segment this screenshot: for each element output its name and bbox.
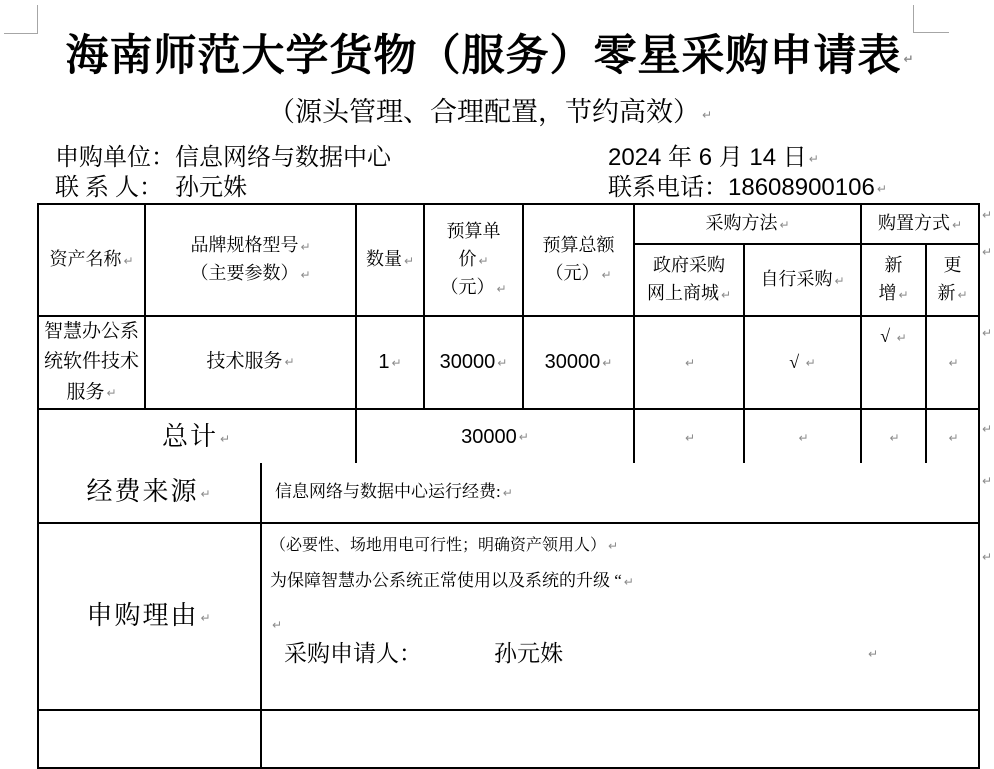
header-self-purchase-text: 自行采购 <box>760 269 833 290</box>
reason-label-cell <box>38 523 261 710</box>
total-empty-self <box>744 409 861 465</box>
header-unit-price <box>424 204 523 316</box>
cell-asset-name-line2: 统软件技术 <box>43 351 139 373</box>
paragraph-mark: ↵ <box>284 355 295 370</box>
paragraph-mark: ↵ <box>391 355 402 370</box>
detail-table <box>37 463 980 769</box>
partial-bottom-label-cell <box>38 710 261 768</box>
row-end-mark: ↵ <box>982 326 993 340</box>
cell-asset-name-line1: 智慧办公系 <box>43 321 139 342</box>
paragraph-mark: ↵ <box>300 267 311 282</box>
document-subtitle-text: （源头管理、合理配置，节约高效） <box>267 97 700 127</box>
cell-gov-mall-check <box>634 316 744 409</box>
paragraph-mark: ↵ <box>867 646 878 661</box>
cell-asset-name <box>38 316 145 409</box>
applicant-label: 采购申请人： <box>284 641 422 667</box>
total-label-cell <box>38 409 356 465</box>
cell-unit-price <box>424 316 523 409</box>
paragraph-mark: ↵ <box>403 253 415 268</box>
header-new-add-line2-text: 增 <box>878 283 897 303</box>
paragraph-mark: ↵ <box>701 107 713 122</box>
funding-row <box>38 463 979 523</box>
paragraph-mark: ↵ <box>876 182 887 197</box>
total-empty-new <box>861 409 926 465</box>
paragraph-mark: ↵ <box>779 217 790 232</box>
paragraph-mark: ↵ <box>889 430 900 445</box>
check-mark: √ <box>880 326 891 346</box>
funding-content-text: 信息网络与数据中心运行经费: <box>275 482 501 502</box>
purchasing-unit-label: 申购单位： <box>55 145 175 171</box>
header-update <box>926 244 979 316</box>
row-end-mark: ↵ <box>982 550 993 564</box>
total-empty-gov <box>634 409 744 465</box>
cell-new-add-check <box>861 316 926 409</box>
paragraph-mark: ↵ <box>896 330 907 345</box>
paragraph-mark: ↵ <box>798 430 809 445</box>
info-line-2 <box>0 167 994 201</box>
header-row-1 <box>38 204 979 244</box>
info-line-1 <box>0 137 994 171</box>
header-budget-total-line1: 预算总额 <box>542 235 615 256</box>
paragraph-mark: ↵ <box>106 385 117 400</box>
header-budget-total-line2 <box>524 260 633 288</box>
total-label-text: 总计 <box>161 422 218 452</box>
row-end-mark: ↵ <box>982 474 993 488</box>
header-unit-price-line2-text: 价 <box>458 249 477 270</box>
paragraph-mark: ↵ <box>957 287 968 302</box>
paragraph-mark: ↵ <box>602 355 613 370</box>
cell-asset-name-line3 <box>39 378 144 408</box>
header-brand-line2 <box>146 260 355 288</box>
cell-quantity <box>356 316 424 409</box>
header-procurement-method <box>634 204 861 244</box>
header-acquisition-mode-text: 购置方式 <box>877 213 950 234</box>
cell-asset-name-line3-text: 服务 <box>66 381 105 403</box>
paragraph-mark: ↵ <box>903 51 915 66</box>
header-self-purchase <box>744 244 861 316</box>
document-title <box>37 22 943 83</box>
row-end-mark: ↵ <box>982 422 993 436</box>
paragraph-mark: ↵ <box>608 539 619 554</box>
cell-unit-price-text: 30000 <box>439 351 496 374</box>
data-row <box>38 316 979 409</box>
header-brand-line1-text: 品牌规格型号 <box>190 235 299 256</box>
header-unit-price-line3 <box>425 274 522 302</box>
reason-applicant-line <box>284 636 970 672</box>
row-end-mark: ↵ <box>982 208 993 222</box>
contact-phone-value: 18608900106 <box>728 174 875 201</box>
application-date-value: 2024 年 6 月 14 日 <box>608 144 807 171</box>
paragraph-mark: ↵ <box>684 356 696 371</box>
paragraph-mark: ↵ <box>272 617 283 632</box>
contact-phone-label: 联系电话： <box>608 175 728 201</box>
paragraph-mark: ↵ <box>623 574 634 589</box>
partial-bottom-row <box>38 710 979 768</box>
header-procurement-method-text: 采购方法 <box>705 213 778 234</box>
paragraph-mark: ↵ <box>948 430 959 445</box>
paragraph-mark: ↵ <box>502 486 513 501</box>
paragraph-mark: ↵ <box>808 152 819 167</box>
funding-content-cell <box>261 463 979 523</box>
reason-content-cell <box>261 523 979 710</box>
paragraph-mark: ↵ <box>300 239 311 254</box>
header-budget-total-line2-text: （元） <box>545 263 600 283</box>
partial-bottom-content-cell <box>261 710 979 768</box>
header-unit-price-line1: 预算单 <box>446 221 501 242</box>
header-brand-spec <box>145 204 356 316</box>
reason-body-text: 为保障智慧办公系统正常使用以及系统的升级 “ <box>270 570 622 590</box>
funding-label-cell <box>38 463 261 523</box>
paragraph-mark: ↵ <box>219 431 233 446</box>
paragraph-mark: ↵ <box>951 217 963 232</box>
paragraph-mark: ↵ <box>898 287 909 302</box>
total-amount-text: 30000 <box>461 425 517 448</box>
paragraph-mark: ↵ <box>834 273 845 288</box>
document-subtitle <box>37 90 943 129</box>
paragraph-mark: ↵ <box>601 267 612 282</box>
contact-person-label: 联 系 人： <box>55 175 163 201</box>
header-acquisition-mode <box>861 204 979 244</box>
header-update-line1: 更 <box>943 255 962 276</box>
header-gov-mall <box>634 244 744 316</box>
header-quantity <box>356 204 424 316</box>
header-unit-price-line3-text: （元） <box>440 276 495 297</box>
header-brand-line2-text: （主要参数） <box>190 263 299 283</box>
check-mark: √ <box>789 351 800 372</box>
paragraph-mark: ↵ <box>684 430 696 445</box>
cell-update-check <box>926 316 979 409</box>
header-asset-name <box>38 204 145 316</box>
reason-label-text: 申购理由 <box>86 601 199 631</box>
header-update-line2-text: 新 <box>937 283 956 303</box>
header-new-add-line1: 新 <box>884 255 903 276</box>
header-update-line2 <box>927 280 978 308</box>
purchasing-unit-value: 信息网络与数据中心 <box>175 145 391 171</box>
paragraph-mark: ↵ <box>123 253 134 268</box>
header-new-add <box>861 244 926 316</box>
text-boundary-corner-top-left <box>4 5 38 34</box>
reason-body-line <box>270 568 970 594</box>
purchase-table <box>37 203 980 466</box>
reason-row <box>38 523 979 710</box>
header-gov-mall-line1: 政府采购 <box>653 255 725 276</box>
header-budget-total <box>523 204 634 316</box>
paragraph-mark: ↵ <box>720 287 732 302</box>
paragraph-mark: ↵ <box>518 430 529 445</box>
header-brand-line1 <box>146 232 355 260</box>
row-end-mark: ↵ <box>982 245 993 259</box>
contact-person <box>55 167 247 202</box>
cell-brand-spec-text: 技术服务 <box>206 351 283 373</box>
reason-note-line <box>270 534 970 559</box>
reason-blank-line <box>270 610 970 632</box>
cell-self-purchase-check <box>744 316 861 409</box>
header-asset-name-text: 资产名称 <box>49 249 122 270</box>
paragraph-mark: ↵ <box>805 356 816 371</box>
header-new-add-line2 <box>862 280 925 308</box>
cell-budget-total-text: 30000 <box>544 351 601 374</box>
funding-label-text: 经费来源 <box>86 477 199 507</box>
total-row <box>38 409 979 465</box>
contact-person-value: 孙元姝 <box>175 175 247 201</box>
total-empty-update <box>926 409 979 465</box>
header-gov-mall-line2-text: 网上商城 <box>646 283 719 303</box>
total-amount-cell <box>356 409 634 465</box>
paragraph-mark: ↵ <box>200 611 213 626</box>
paragraph-mark: ↵ <box>948 356 959 371</box>
cell-brand-spec <box>145 316 356 409</box>
reason-note-text: （必要性、场地用电可行性；明确资产领用人） <box>270 537 607 554</box>
paragraph-mark: ↵ <box>497 355 508 370</box>
header-quantity-text: 数量 <box>365 249 402 270</box>
cell-quantity-text: 1 <box>378 351 390 374</box>
paragraph-mark: ↵ <box>478 253 489 268</box>
cell-budget-total <box>523 316 634 409</box>
applicant-name: 孙元姝 <box>494 641 563 667</box>
header-gov-mall-line2 <box>635 280 743 308</box>
paragraph-mark: ↵ <box>200 487 213 502</box>
paragraph-mark: ↵ <box>496 281 507 296</box>
header-unit-price-line2 <box>425 246 522 274</box>
contact-phone <box>608 167 887 202</box>
document-title-text: 海南师范大学货物（服务）零星采购申请表 <box>65 32 902 80</box>
